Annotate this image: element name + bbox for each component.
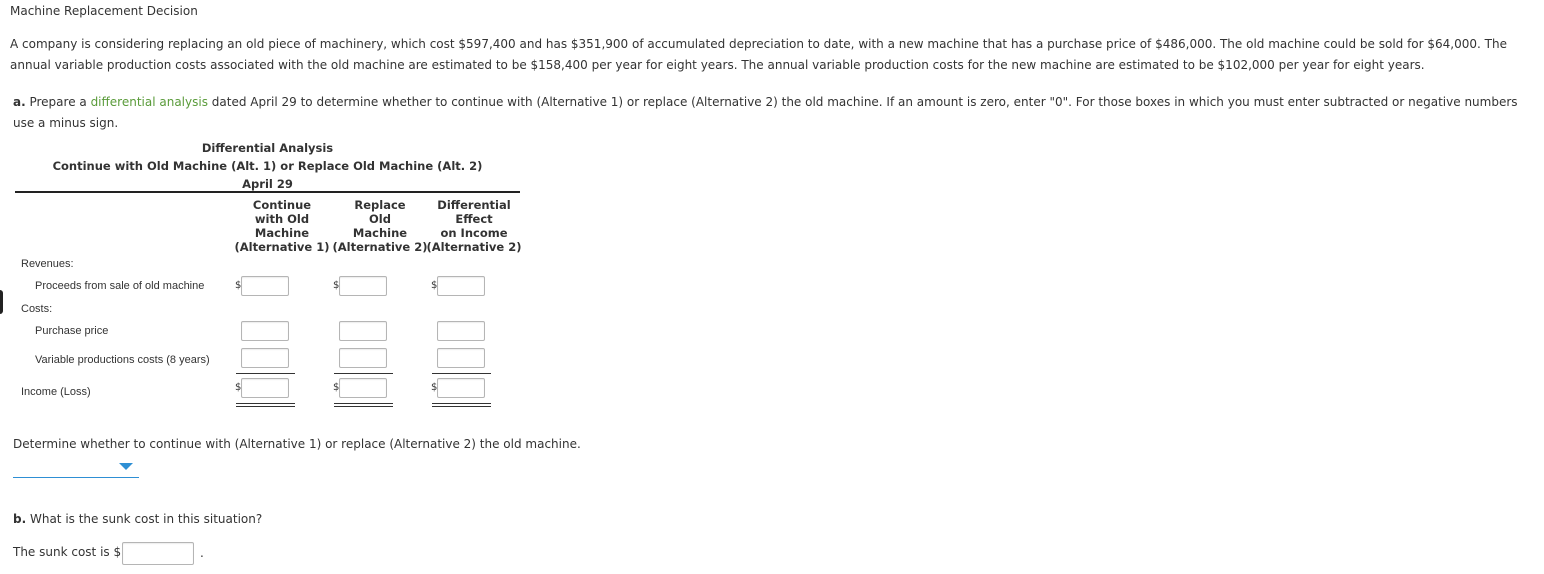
proceeds-diff-input[interactable] [438,277,484,295]
income-diff-field[interactable] [437,378,485,398]
analysis-date: April 29 [242,177,293,191]
purchase-price-label: Purchase price [35,325,109,337]
purchase-diff-field[interactable] [437,321,485,341]
currency-symbol: $ [333,382,340,393]
margin-marker [0,290,3,314]
purchase-alt1-field[interactable] [241,321,289,341]
part-a-text-after: dated April 29 to determine whether to continue with (Alternative 1) or replace (Alternative 2) the old machine. If an amount is zero, enter "0". For those boxes in which you must enter subtracted or negative numbers use a minus sign. [13,95,1518,130]
income-alt1-input[interactable] [242,379,288,397]
analysis-heading: Differential Analysis [201,141,334,155]
proceeds-alt2-field[interactable] [339,276,387,296]
proceeds-label: Proceeds from sale of old machine [35,280,205,292]
income-alt2-field[interactable] [339,378,387,398]
total-double-rule [432,403,491,407]
income-diff-input[interactable] [438,379,484,397]
part-a-instructions [13,92,1538,134]
subtotal-rule [334,373,393,374]
sunk-cost-input[interactable] [123,543,193,564]
determine-question: Determine whether to continue with (Alternative 1) or replace (Alternative 2) the old machine. [13,437,581,451]
purchase-alt1-input[interactable] [242,322,288,340]
income-alt2-input[interactable] [340,379,386,397]
analysis-subheading: Continue with Old Machine (Alt. 1) or Replace Old Machine (Alt. 2) [52,159,483,173]
column-header-alt1: Continue with Old Machine (Alternative 1) [234,198,330,254]
page-title: Machine Replacement Decision [10,4,198,18]
part-a-text-before: Prepare a [25,95,91,109]
column-header-differential: Differential Effect on Income (Alternative 2) [426,198,522,254]
currency-symbol: $ [431,280,438,291]
variable-alt1-field[interactable] [241,348,289,368]
variable-alt2-field[interactable] [339,348,387,368]
variable-alt2-input[interactable] [340,349,386,367]
chevron-down-icon[interactable] [119,463,133,470]
variable-diff-field[interactable] [437,348,485,368]
sunk-cost-prefix: The sunk cost is $ [13,545,122,559]
column-header-alt2: Replace Old Machine (Alternative 2) [332,198,428,254]
part-b-question [13,512,262,526]
differential-analysis-link[interactable]: differential analysis [90,95,208,109]
part-b-text: What is the sunk cost in this situation? [26,512,263,526]
currency-symbol: $ [235,382,242,393]
currency-symbol: $ [333,280,340,291]
decision-dropdown[interactable] [13,458,139,478]
income-alt1-field[interactable] [241,378,289,398]
header-rule [15,191,520,193]
costs-label: Costs: [21,303,53,315]
purchase-alt2-input[interactable] [340,322,386,340]
proceeds-alt1-field[interactable] [241,276,289,296]
total-double-rule [236,403,295,407]
subtotal-rule [432,373,491,374]
currency-symbol: $ [235,280,242,291]
currency-symbol: $ [431,382,438,393]
part-b-label: b. [13,512,27,526]
subtotal-rule [236,373,295,374]
purchase-alt2-field[interactable] [339,321,387,341]
purchase-diff-input[interactable] [438,322,484,340]
proceeds-diff-field[interactable] [437,276,485,296]
variable-costs-label: Variable productions costs (8 years) [35,354,210,366]
variable-alt1-input[interactable] [242,349,288,367]
sunk-cost-suffix: . [200,546,204,560]
proceeds-alt2-input[interactable] [340,277,386,295]
problem-statement: A company is considering replacing an old piece of machinery, which cost $597,400 and has $351,900 of accumulated depreciation to date, with a new machine that has a purchase price of $486,000. The old machine could be sold for $64,000. The annual variable production costs associated with the old machine are estimated to be $158,400 per year for eight years. The annual variable production costs for the new machine are estimated to be $102,000 per year for eight years. [10,37,1507,72]
sunk-cost-field[interactable] [122,542,194,565]
part-a-label: a. [13,95,26,109]
revenues-label: Revenues: [21,258,74,270]
proceeds-alt1-input[interactable] [242,277,288,295]
variable-diff-input[interactable] [438,349,484,367]
income-loss-label: Income (Loss) [21,386,91,398]
total-double-rule [334,403,393,407]
